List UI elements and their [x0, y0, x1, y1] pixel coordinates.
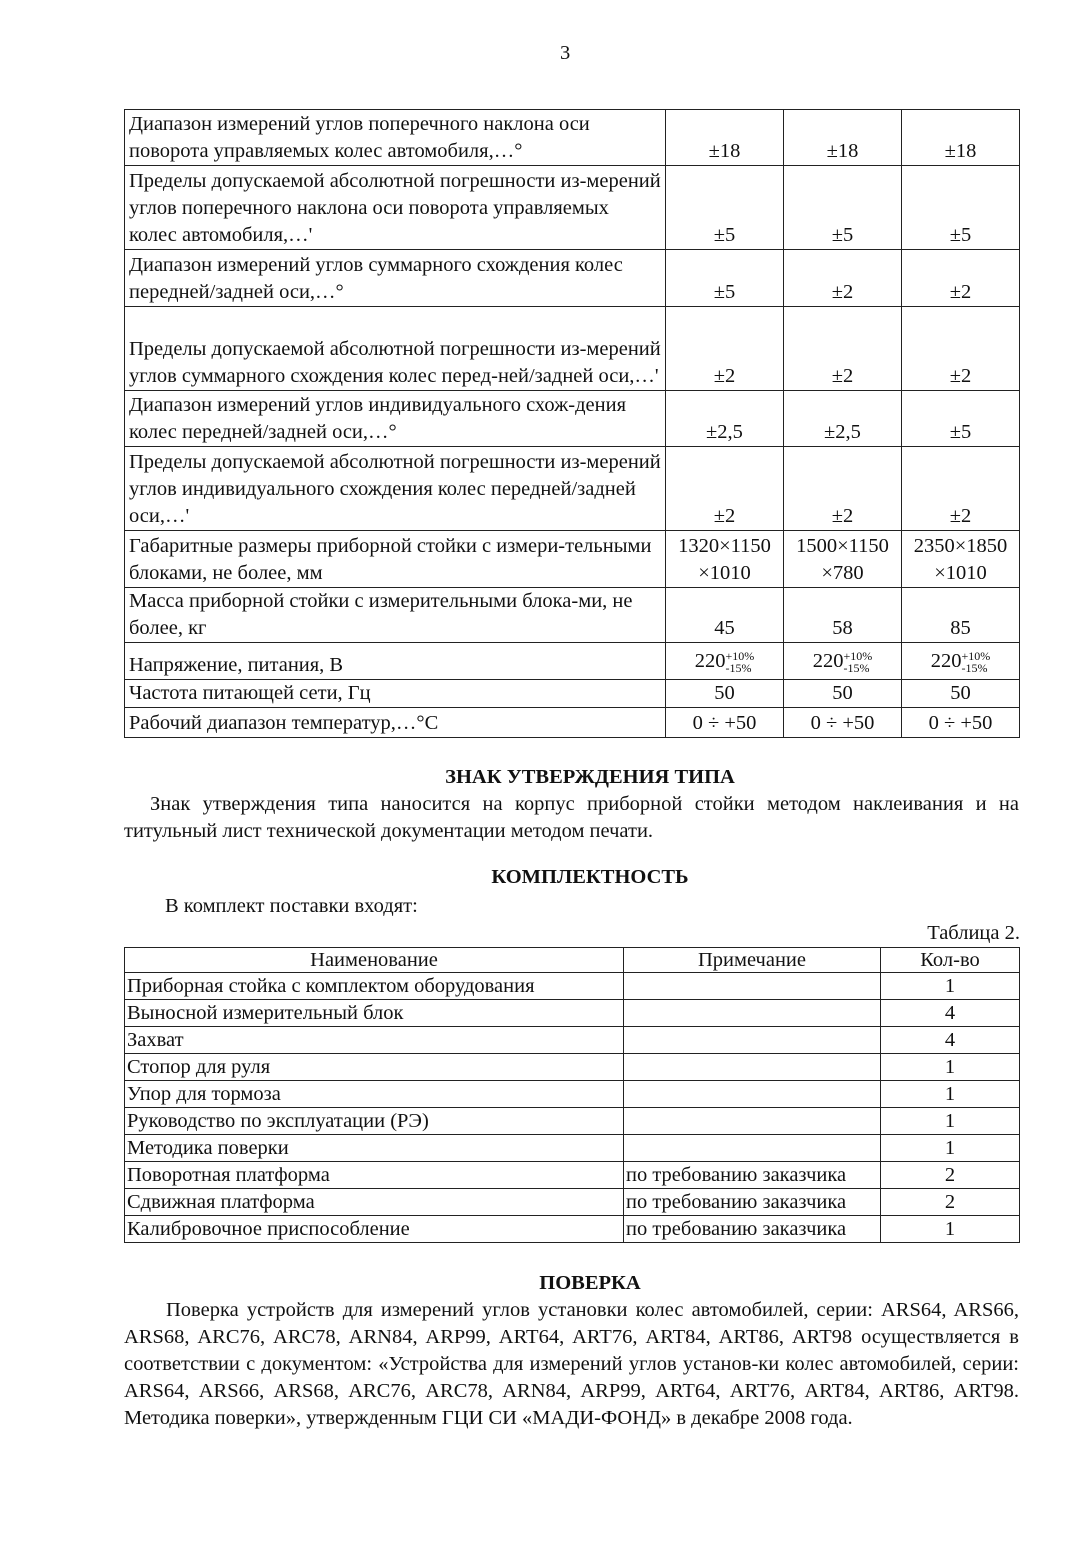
column-header-name: Наименование — [125, 948, 624, 973]
item-note: по требованию заказчика — [624, 1189, 881, 1216]
spec-label: Диапазон измерений углов поперечного наклона оси поворота управляемых колес автомобиля,…° — [125, 110, 666, 166]
voltage-tolerance — [961, 650, 990, 674]
spec-row — [125, 680, 1020, 708]
spec-label: Напряжение, питания, В — [125, 643, 666, 680]
spec-label: Пределы допускаемой абсолютной погрешности из-мерений углов суммарного схождения колес перед-ней/задней оси,…' — [125, 307, 666, 391]
spec-value: 1320×1150 ×1010 — [666, 531, 784, 588]
section-title-completeness: КОМПЛЕКТНОСТЬ — [491, 866, 689, 888]
item-name: Упор для тормоза — [125, 1081, 624, 1108]
item-note — [624, 1081, 881, 1108]
spec-row — [125, 588, 1020, 643]
item-note — [624, 1054, 881, 1081]
spec-label: Габаритные размеры приборной стойки с измери-тельными блоками, не более, мм — [125, 531, 666, 588]
delivery-set-table — [124, 947, 1020, 1243]
item-name: Методика поверки — [125, 1135, 624, 1162]
completeness-intro: В комплект поставки входят: — [165, 895, 418, 917]
delivery-row — [125, 1189, 1020, 1216]
voltage-tolerance — [843, 650, 872, 674]
item-name: Калибровочное приспособление — [125, 1216, 624, 1243]
spec-label: Рабочий диапазон температур,…°С — [125, 708, 666, 738]
delivery-row — [125, 1162, 1020, 1189]
delivery-row — [125, 973, 1020, 1000]
spec-row — [125, 250, 1020, 307]
spec-value: ±2,5 — [784, 391, 902, 447]
spec-row — [125, 166, 1020, 250]
item-name: Руководство по эксплуатации (РЭ) — [125, 1108, 624, 1135]
spec-value: ±2 — [902, 447, 1020, 531]
specifications-table — [124, 109, 1020, 738]
delivery-row — [125, 1054, 1020, 1081]
spec-value: ±2 — [666, 447, 784, 531]
spec-value: ±2 — [902, 307, 1020, 391]
item-name: Выносной измерительный блок — [125, 1000, 624, 1027]
item-name: Стопор для руля — [125, 1054, 624, 1081]
item-qty: 2 — [881, 1189, 1020, 1216]
spec-row — [125, 307, 1020, 391]
spec-row — [125, 447, 1020, 531]
section-title-verification: ПОВЕРКА — [539, 1272, 641, 1294]
spec-value: 2350×1850 ×1010 — [902, 531, 1020, 588]
delivery-row — [125, 1216, 1020, 1243]
spec-value: ±2 — [784, 447, 902, 531]
item-name: Приборная стойка с комплектом оборудования — [125, 973, 624, 1000]
page-number: 3 — [560, 42, 571, 64]
item-note: по требованию заказчика — [624, 1162, 881, 1189]
spec-row — [125, 531, 1020, 588]
spec-value: 1500×1150 ×780 — [784, 531, 902, 588]
delivery-row — [125, 1108, 1020, 1135]
spec-row — [125, 110, 1020, 166]
tolerance-plus: +10% — [725, 648, 755, 663]
spec-value: 58 — [784, 588, 902, 643]
item-name: Сдвижная платформа — [125, 1189, 624, 1216]
item-qty: 1 — [881, 973, 1020, 1000]
spec-label: Масса приборной стойки с измерительными блока-ми, не более, кг — [125, 588, 666, 643]
item-note — [624, 1000, 881, 1027]
spec-value: ±2 — [902, 250, 1020, 307]
spec-value: 50 — [666, 680, 784, 708]
tolerance-plus: +10% — [843, 648, 873, 663]
spec-value: ±18 — [784, 110, 902, 166]
spec-value — [784, 643, 902, 680]
delivery-row — [125, 1027, 1020, 1054]
delivery-row — [125, 1135, 1020, 1162]
spec-value: ±5 — [666, 250, 784, 307]
spec-value: ±2 — [784, 250, 902, 307]
voltage-value: 220 — [930, 649, 962, 672]
spec-value: 0 ÷ +50 — [784, 708, 902, 738]
spec-row — [125, 708, 1020, 738]
column-header-note: Примечание — [624, 948, 881, 973]
item-name: Поворотная платформа — [125, 1162, 624, 1189]
spec-value: ±5 — [666, 166, 784, 250]
tolerance-minus: -15% — [843, 660, 870, 675]
column-header-qty: Кол-во — [881, 948, 1020, 973]
spec-value: 85 — [902, 588, 1020, 643]
spec-value: 50 — [784, 680, 902, 708]
spec-label: Пределы допускаемой абсолютной погрешности из-мерений углов индивидуального схождения колес передней/задней оси,…' — [125, 447, 666, 531]
item-qty: 1 — [881, 1216, 1020, 1243]
delivery-row — [125, 1000, 1020, 1027]
voltage-value: 220 — [812, 649, 844, 672]
item-qty: 1 — [881, 1135, 1020, 1162]
spec-label: Диапазон измерений углов суммарного схождения колес передней/задней оси,…° — [125, 250, 666, 307]
verification-text: Поверка устройств для измерений углов установки колес автомобилей, серии: ARS64, ARS66, ARS68, ARC76, ARC78, ARN84, ARP99, ART64, ART76, ART84, ART86, ART98 осуществляется в соответствии с документом: «Устройства для измерений углов установ-ки колес автомобилей, серии: ARS64, ARS66, ARS68, ARC76, ARC78, ARN84, ARP99, ART64, ART76, ART84, ART86, ART98. Методика поверки», утвержденным ГЦИ СИ «МАДИ-ФОНД» в декабре 2008 года. — [124, 1299, 1019, 1429]
item-note — [624, 1027, 881, 1054]
spec-label: Пределы допускаемой абсолютной погрешности из-мерений углов поперечного наклона оси поворота управляемых колес автомобиля,…' — [125, 166, 666, 250]
item-note — [624, 973, 881, 1000]
spec-row — [125, 391, 1020, 447]
voltage-value: 220 — [694, 649, 726, 672]
spec-label: Частота питающей сети, Гц — [125, 680, 666, 708]
spec-label: Диапазон измерений углов индивидуального схож-дения колес передней/задней оси,…° — [125, 391, 666, 447]
spec-value: ±2 — [666, 307, 784, 391]
item-note — [624, 1108, 881, 1135]
tolerance-minus: -15% — [725, 660, 752, 675]
item-qty: 4 — [881, 1027, 1020, 1054]
spec-value: ±5 — [902, 391, 1020, 447]
spec-value: 0 ÷ +50 — [666, 708, 784, 738]
tolerance-plus: +10% — [961, 648, 991, 663]
item-note — [624, 1135, 881, 1162]
table-caption: Таблица 2. — [927, 922, 1020, 944]
delivery-row — [125, 1081, 1020, 1108]
tolerance-minus: -15% — [961, 660, 988, 675]
spec-value: ±18 — [902, 110, 1020, 166]
item-qty: 1 — [881, 1108, 1020, 1135]
section-title-type-approval: ЗНАК УТВЕРЖДЕНИЯ ТИПА — [445, 766, 735, 788]
item-name: Захват — [125, 1027, 624, 1054]
spec-value: ±5 — [784, 166, 902, 250]
spec-value: 50 — [902, 680, 1020, 708]
spec-value: ±5 — [902, 166, 1020, 250]
item-qty: 4 — [881, 1000, 1020, 1027]
spec-row — [125, 643, 1020, 680]
spec-value: 45 — [666, 588, 784, 643]
spec-value: ±18 — [666, 110, 784, 166]
item-note: по требованию заказчика — [624, 1216, 881, 1243]
type-approval-text: Знак утверждения типа наносится на корпус приборной стойки методом наклеивания и на титульный лист технической документации методом печати. — [124, 793, 1019, 842]
spec-value — [902, 643, 1020, 680]
spec-value: ±2,5 — [666, 391, 784, 447]
spec-value — [666, 643, 784, 680]
item-qty: 2 — [881, 1162, 1020, 1189]
item-qty: 1 — [881, 1081, 1020, 1108]
spec-value: ±2 — [784, 307, 902, 391]
voltage-tolerance — [725, 650, 754, 674]
spec-value: 0 ÷ +50 — [902, 708, 1020, 738]
item-qty: 1 — [881, 1054, 1020, 1081]
